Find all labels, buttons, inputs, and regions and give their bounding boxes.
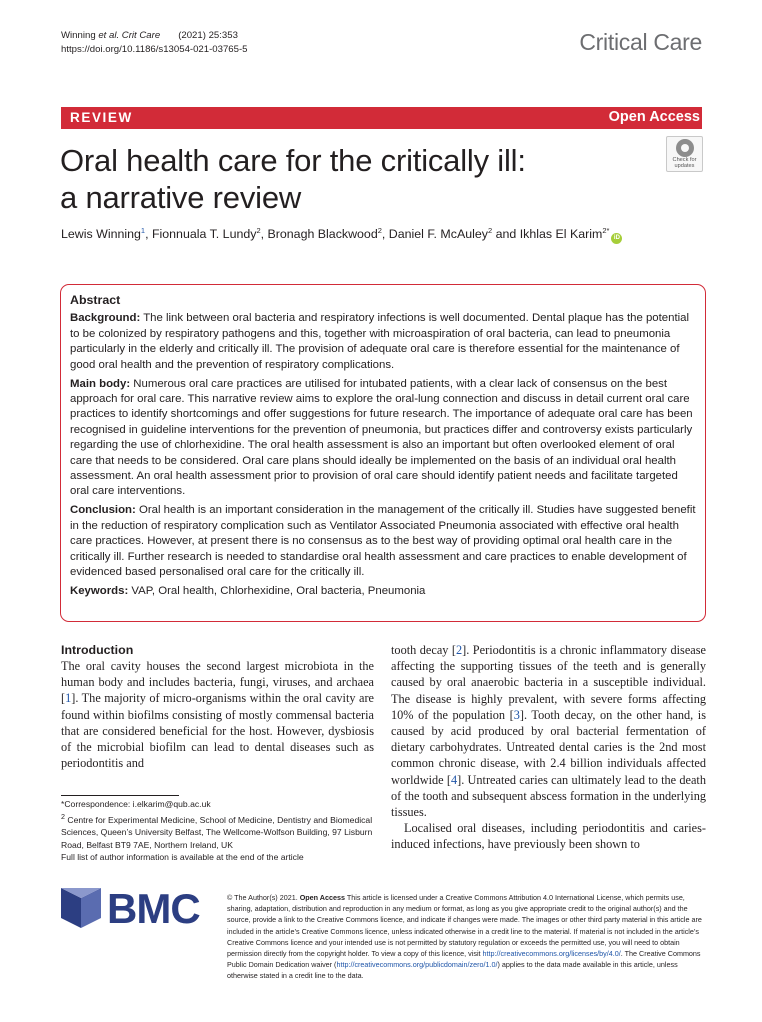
- publisher-logo: [61, 884, 211, 934]
- article-type-label: REVIEW: [70, 110, 133, 125]
- citation-link[interactable]: 4: [450, 772, 458, 787]
- keywords-label: Keywords:: [70, 584, 129, 597]
- main-body-label: Main body:: [70, 377, 131, 390]
- intro-text: ]. Untreated caries can ultimately lead to the death of the tooth and subsequent abscess formation in the underlying tissues.: [391, 772, 706, 820]
- affiliation-text: Centre for Experimental Medicine, School of Medicine, Dentistry and Biomedical Sciences, Queen’s University Belfast, The Wellcome-Wolfson Building, 97 Lisburn Road, Belfast BT9 7AE, Northern Ireland, UK: [61, 814, 373, 850]
- waiver-link[interactable]: http://creativecommons.org/publicdomain/zero/1.0/: [336, 960, 498, 970]
- license-link[interactable]: http://creativecommons.org/licenses/by/4.0/: [482, 949, 621, 959]
- open-access-text: Open Access: [299, 893, 345, 902]
- footnotes: [61, 798, 374, 864]
- affiliation-number: 2: [61, 812, 65, 821]
- orcid-icon[interactable]: iD: [611, 233, 622, 244]
- citation-link[interactable]: 3: [513, 707, 520, 722]
- author-separator: ,: [260, 227, 268, 241]
- citation-authors: Winning: [61, 30, 99, 41]
- author-affiliation: 2: [487, 225, 493, 235]
- author-name: Daniel F. McAuley: [388, 227, 488, 241]
- author-affiliation[interactable]: 1: [140, 225, 146, 235]
- conclusion-label: Conclusion:: [70, 504, 136, 517]
- license-notice: [227, 892, 707, 982]
- author-name: Fionnuala T. Lundy: [151, 227, 257, 241]
- background-text: The link between oral bacteria and respiratory infections is well documented. Dental plaque has the potential to be colonized by respiratory pathogens and this, together with microaspiration of oral bacteria, can lead to pneumonia particularly in the elderly and critically ill. The provision of adequate oral care is therefore essential for the maintenance of good oral health and the prevention of respiratory complications.: [70, 312, 690, 371]
- citation-header: [61, 29, 248, 57]
- intro-text: tooth decay [: [391, 643, 456, 657]
- author-affiliation: 2: [256, 225, 261, 235]
- author-separator: and: [492, 227, 520, 241]
- author-separator: ,: [381, 227, 389, 241]
- author-name: Lewis Winning: [61, 227, 141, 241]
- body-column-right: [391, 642, 706, 853]
- license-text: ) applies to the data made available in this article, unless otherwise stated in a credit line to the data.: [227, 960, 678, 981]
- intro-paragraph-1: [61, 658, 374, 771]
- journal-name: Critical Care: [579, 29, 702, 55]
- publisher-name: BMC: [107, 885, 200, 932]
- intro-text: ]. Tooth decay, on the other hand, is caused by acid produced by oral bacterial fermentation of dietary carbohydrates. Untreated dental caries is the 2nd most common chronic disease, with 2.4 billion individuals affected worldwide [: [391, 707, 706, 787]
- citation-year: (2021) 25:353: [178, 30, 238, 41]
- author-separator: ,: [145, 227, 152, 241]
- article-title: [60, 142, 620, 216]
- title-line-1: Oral health care for the critically ill:: [60, 143, 526, 178]
- bmc-logo-icon: [61, 888, 101, 928]
- footnote-divider: [61, 795, 179, 796]
- title-line-2: a narrative review: [60, 180, 302, 215]
- keywords-text: VAP, Oral health, Chlorhexidine, Oral bacteria, Pneumonia: [128, 584, 426, 597]
- abstract-heading: Abstract: [70, 293, 121, 307]
- background-label: Background:: [70, 312, 141, 325]
- affiliation-note: [61, 811, 374, 852]
- citation-link[interactable]: 1: [65, 691, 72, 706]
- abstract-keywords: [70, 584, 696, 599]
- copyright-text: © The Author(s) 2021.: [227, 893, 300, 902]
- author-name: Ikhlas El Karim: [519, 227, 603, 241]
- citation-link[interactable]: 2: [456, 643, 463, 657]
- conclusion-text: Oral health is an important consideration in the management of the critically ill. Studies have suggested benefit in the reduction of respiratory complication such as Ventilator Associated Pneumonia associated with effective oral health care practices. However, at present there is no consensus as to the best way of providing optimal oral health care in the critically ill. Further research is needed to standardise oral health assessment and care practices to enable development of evidenced based personalised oral care for the critically ill.: [70, 504, 696, 578]
- check-updates-line-1: Check for: [672, 157, 697, 163]
- body-column-left: [61, 642, 374, 771]
- abstract-box: [60, 284, 706, 622]
- doi-link[interactable]: https://doi.org/10.1186/s13054-021-03765-5: [61, 44, 248, 55]
- abstract-background: [70, 311, 696, 373]
- check-for-updates-badge[interactable]: [666, 136, 703, 172]
- intro-text: ]. Periodontitis is a chronic inflammatory disease affecting the supporting tissues of the teeth and is generally caused by oral anaerobic bacteria in a susceptible individual. The disease is highly prevalent, with severe forms affecting 10% of the population [: [391, 643, 706, 722]
- abstract-main-body: [70, 377, 696, 500]
- main-body-text: Numerous oral care practices are utilised for intubated patients, with a clear lack of consensus on the best approach for oral care. This narrative review aims to explore the oral-lung connection and discuss in detail current oral care practices to identify shortcomings and offer suggestions for future research. The importance of adequate oral care has been recognised in guideline interventions for the prevention of pneumonia, but practices differ and controversy exists particularly regarding the use of chlorhexidine. The oral health assessment is also an important but often overlooked element of oral care that needs to be considered. Oral care plans should ideally be implemented on the basis of an individual oral health assessment. An oral health assessment prior to provision of oral care should identify patient needs and facilitate targeted oral care interventions.: [70, 377, 693, 498]
- license-text: This article is licensed under a Creative Commons Attribution 4.0 International License, which permits use, sharing, adaptation, distribution and reproduction in any medium or format, as long as you give appropriate credit to the original author(s) and the source, provide a link to the Creative Commons licence, and indicate if changes were made. The images or other third party material in this article are included in the article’s Creative Commons licence, unless indicated otherwise in a credit line to the material. If material is not included in the article’s Creative Commons licence and your intended use is not permitted by statutory regulation or exceeds the permitted use, you will need to obtain permission directly from the copyright holder. To view a copy of this licence, visit: [227, 893, 702, 959]
- intro-text: ]. The majority of micro-organisms within the oral cavity are found within biofilms consisting of mostly commensal bacteria that are considered beneficial for the host. However, dysbiosis of the microbial biofilm can lead to dental diseases such as periodontitis and: [61, 691, 374, 771]
- article-type-banner: [61, 107, 702, 129]
- correspondence-note: *Correspondence: i.elkarim@qub.ac.uk: [61, 799, 211, 809]
- section-heading-introduction: Introduction: [61, 643, 134, 657]
- author-list: [61, 227, 622, 244]
- intro-paragraph-2: [391, 642, 706, 820]
- check-updates-line-2: updates: [674, 163, 695, 169]
- check-updates-icon: [676, 139, 694, 157]
- author-affiliation: 2: [377, 225, 382, 235]
- abstract-conclusion: [70, 503, 696, 580]
- license-text: . The Creative Commons Public Domain Dedication waiver (: [227, 949, 701, 970]
- author-info-note: Full list of author information is available at the end of the article: [61, 852, 304, 863]
- citation-journal: et al. Crit Care: [98, 30, 161, 41]
- intro-text: The oral cavity houses the second largest microbiota in the human body and includes bacteria, fungi, viruses, and archaea [: [61, 659, 374, 706]
- author-affiliation: 2*: [602, 225, 610, 235]
- intro-paragraph-3: Localised oral diseases, including periodontitis and caries-induced infections, have previously been shown to: [391, 821, 706, 852]
- author-name: Bronagh Blackwood: [267, 227, 378, 241]
- open-access-label: Open Access: [608, 109, 700, 125]
